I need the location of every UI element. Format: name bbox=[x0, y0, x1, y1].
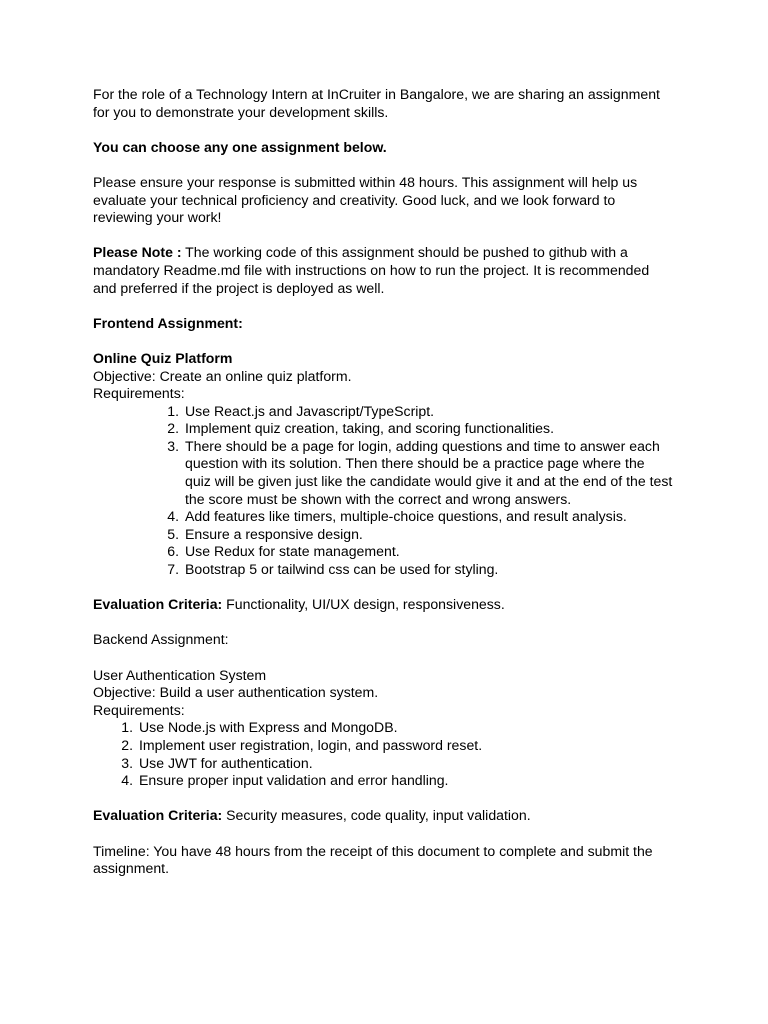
list-item-number: 3. bbox=[121, 754, 133, 771]
backend-criteria-text: Security measures, code quality, input validation. bbox=[222, 807, 531, 824]
frontend-objective: Objective: Create an online quiz platform. bbox=[93, 367, 352, 384]
frontend-requirements-list bbox=[93, 403, 673, 579]
backend-criteria bbox=[93, 807, 673, 825]
frontend-criteria bbox=[93, 596, 673, 614]
backend-section bbox=[93, 667, 673, 790]
list-item bbox=[93, 755, 673, 773]
list-item-number: 2. bbox=[121, 736, 133, 753]
list-item bbox=[93, 403, 673, 421]
list-item-number: 4. bbox=[121, 772, 133, 789]
backend-requirements-label: Requirements: bbox=[93, 701, 185, 718]
list-item-text: Bootstrap 5 or tailwind css can be used for styling. bbox=[185, 561, 499, 578]
list-item-text: Ensure a responsive design. bbox=[185, 525, 363, 542]
list-item-text: Implement quiz creation, taking, and scoring functionalities. bbox=[185, 420, 554, 437]
choose-text: You can choose any one assignment below. bbox=[93, 138, 387, 155]
choose-paragraph bbox=[93, 139, 673, 157]
list-item bbox=[93, 526, 673, 544]
ensure-paragraph: Please ensure your response is submitted within 48 hours. This assignment will help us evaluate your technical proficiency and creativity. Good luck, and we look forward to reviewing your work! bbox=[93, 173, 638, 226]
list-item-number: 3. bbox=[167, 437, 179, 454]
frontend-requirements-label: Requirements: bbox=[93, 385, 185, 402]
note-paragraph bbox=[93, 244, 673, 297]
list-item-text: Use JWT for authentication. bbox=[139, 754, 313, 771]
list-item-text: Implement user registration, login, and password reset. bbox=[139, 736, 483, 753]
frontend-title-text: Online Quiz Platform bbox=[93, 349, 233, 366]
backend-requirements-list bbox=[93, 719, 673, 789]
backend-title: User Authentication System bbox=[93, 666, 267, 683]
list-item-number: 6. bbox=[167, 543, 179, 560]
list-item-number: 7. bbox=[167, 561, 179, 578]
note-label: Please Note : bbox=[93, 244, 182, 261]
list-item-number: 4. bbox=[167, 508, 179, 525]
list-item bbox=[93, 737, 673, 755]
timeline-paragraph: Timeline: You have 48 hours from the receipt of this document to complete and submit the assignment. bbox=[93, 842, 653, 877]
backend-criteria-label: Evaluation Criteria: bbox=[93, 807, 223, 824]
list-item bbox=[93, 438, 673, 508]
list-item-number: 1. bbox=[167, 402, 179, 419]
list-item bbox=[93, 420, 673, 438]
frontend-criteria-text: Functionality, UI/UX design, responsiveness. bbox=[222, 596, 505, 613]
list-item-text: Use Redux for state management. bbox=[185, 543, 400, 560]
list-item-text: Add features like timers, multiple-choice questions, and result analysis. bbox=[185, 508, 627, 525]
frontend-heading bbox=[93, 315, 673, 333]
intro-paragraph: For the role of a Technology Intern at InCruiter in Bangalore, we are sharing an assignment for you to demonstrate your development skills. bbox=[93, 86, 660, 120]
list-item-text: Use Node.js with Express and MongoDB. bbox=[139, 719, 398, 736]
backend-objective: Objective: Build a user authentication system. bbox=[93, 684, 379, 701]
list-item bbox=[93, 719, 673, 737]
backend-heading: Backend Assignment: bbox=[93, 631, 229, 648]
frontend-section bbox=[93, 350, 673, 579]
list-item bbox=[93, 543, 673, 561]
note-text: The working code of this assignment should be pushed to github with a mandatory Readme.md file with instructions on how to run the project. It is recommended and preferred if the project is deployed as well. bbox=[93, 244, 650, 296]
list-item-number: 1. bbox=[121, 719, 133, 736]
list-item-text: Ensure proper input validation and error handling. bbox=[139, 772, 449, 789]
list-item-number: 5. bbox=[167, 525, 179, 542]
list-item bbox=[93, 508, 673, 526]
frontend-criteria-label: Evaluation Criteria: bbox=[93, 596, 223, 613]
list-item bbox=[93, 772, 673, 790]
frontend-heading-text: Frontend Assignment: bbox=[93, 314, 243, 331]
list-item-text: There should be a page for login, adding questions and time to answer each question with its solution. Then there should be a practice page where the quiz will be given just like the candidate would give it and at the end of the test the score must be shown with the correct and wrong answers. bbox=[185, 437, 673, 507]
frontend-title bbox=[93, 350, 673, 368]
list-item-text: Use React.js and Javascript/TypeScript. bbox=[185, 402, 435, 419]
list-item bbox=[93, 561, 673, 579]
list-item-number: 2. bbox=[167, 420, 179, 437]
